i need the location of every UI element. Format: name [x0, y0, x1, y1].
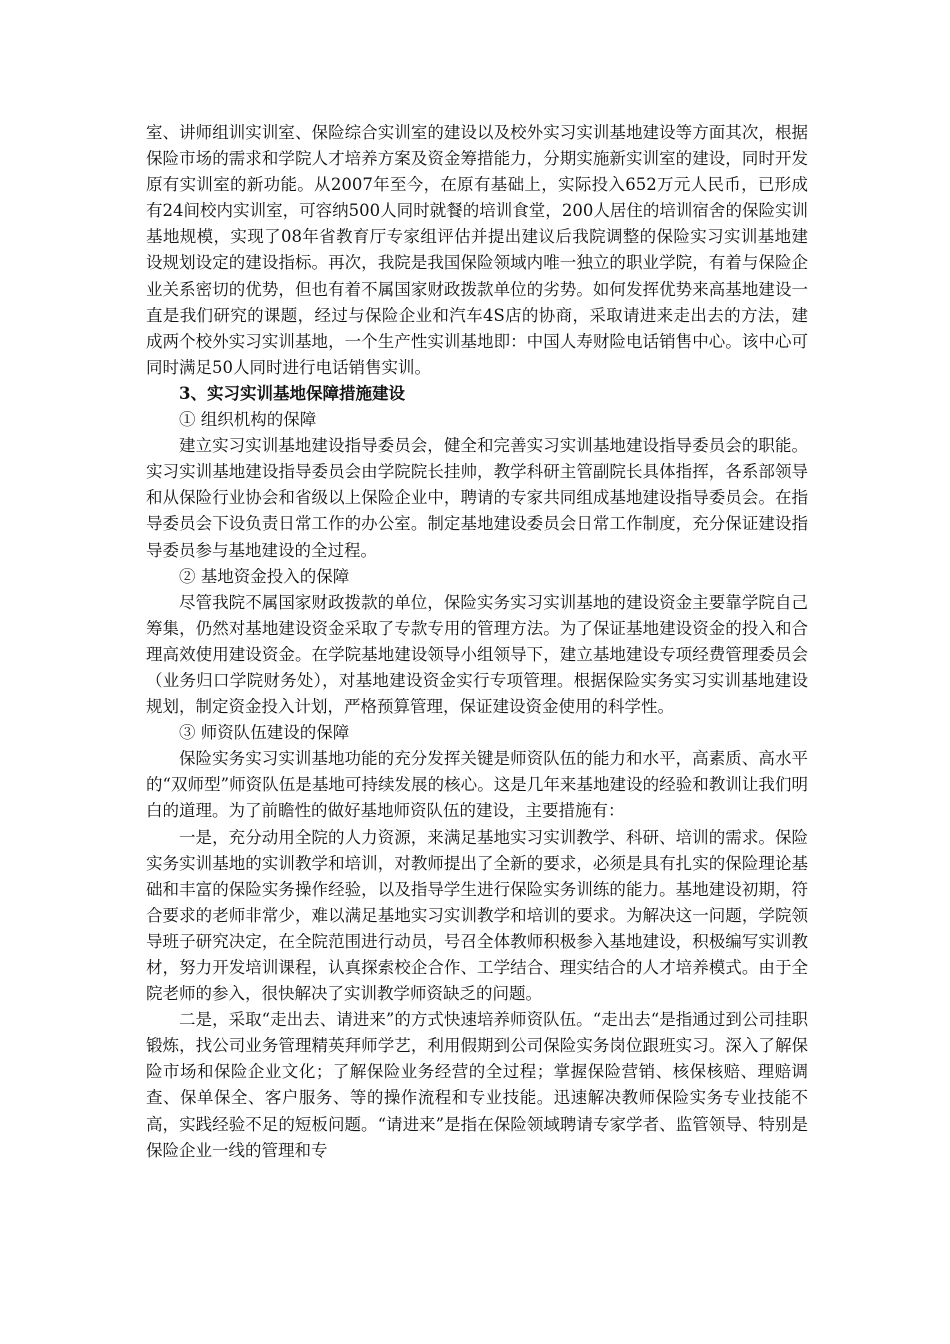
body-paragraph-measure-one: 一是，充分动用全院的人力资源，来满足基地实习实训教学、科研、培训的需求。保险实务实训基地的实训教学和培训，对教师提出了全新的要求，必须是具有扎实的保险理论基础和丰富的保险实务操作经验，以及指导学生进行保险实务训练的能力。基地建设初期，符合要求的老师非常少，难以满足基地实习实训教学和培训的要求。为解决这一问题，学院领导班子研究决定，在全院范围进行动员，号召全体教师积极参入基地建设，积极编写实训教材，努力开发培训课程，认真探索校企合作、工学结合、理实结合的人才培养模式。由于全院老师的参入，很快解决了实训教学师资缺乏的问题。: [146, 827, 808, 1004]
section-heading: 3、实习实训基地保障措施建设: [179, 383, 405, 403]
body-paragraph-1: 室、讲师组训实训室、保险综合实训室的建设以及校外实习实训基地建设等方面其次，根据保险市场的需求和学院人才培养方案及资金筹措能力，分期实施新实训室的建设，同时开发原有实训室的新功能。从2007年至今，在原有基础上，实际投入652万元人民币，已形成有24间校内实训室，可容纳500人同时就餐的培训食堂，200人居住的培训宿舍的保险实训基地规模，实现了08年省教育厅专家组评估并提出建议后我院调整的保险实习实训基地建设规划设定的建设指标。再次，我院是我国保险领域内唯一独立的职业学院，有着与保险企业关系密切的优势，但也有着不属国家财政拨款单位的劣势。如何发挥优势来高基地建设一直是我们研究的课题，经过与保险企业和汽车4S店的协商，采取请进来走出去的方法，建成两个校外实习实训基地，一个生产性实训基地即：中国人寿财险电话销售中心。该中心可同时满足50人同时进行电话销售实训。: [146, 123, 808, 377]
subheading-funding: ② 基地资金投入的保障: [179, 566, 350, 586]
body-paragraph-faculty: 保险实务实习实训基地功能的充分发挥关键是师资队伍的能力和水平，高素质、高水平的“双师型”师资队伍是基地可持续发展的核心。这是几年来基地建设的经验和教训让我们明白的道理。为了前瞻性的做好基地师资队伍的建设，主要措施有：: [146, 749, 808, 821]
body-paragraph-measure-two: 二是，采取“走出去、请进来”的方式快速培养师资队伍。“走出去“是指通过到公司挂职锻炼，找公司业务管理精英拜师学艺，利用假期到公司保险实务岗位跟班实习。深入了解保险市场和保险企业文化；了解保险业务经营的全过程；掌握保险营销、核保核赔、理赔调查、保单保全、客户服务、等的操作流程和专业技能。迅速解决教师保险实务专业技能不高，实践经验不足的短板问题。“请进来”是指在保险领域聘请专家学者、监管领导、特别是保险企业一线的管理和专: [146, 1010, 808, 1160]
subheading-organization: ① 组织机构的保障: [179, 410, 317, 430]
document-page: [146, 120, 808, 1164]
body-paragraph-organization: 建立实习实训基地建设指导委员会，健全和完善实习实训基地建设指导委员会的职能。实习实训基地建设指导委员会由学院院长挂帅，教学科研主管副院长具体指挥，各系部领导和从保险行业协会和省级以上保险企业中，聘请的专家共同组成基地建设指导委员会。在指导委员会下设负责日常工作的办公室。制定基地建设委员会日常工作制度，充分保证建设指导委员参与基地建设的全过程。: [146, 436, 808, 560]
body-paragraph-funding: 尽管我院不属国家财政拨款的单位，保险实务实习实训基地的建设资金主要靠学院自己筹集，仍然对基地建设资金采取了专款专用的管理方法。为了保证基地建设资金的投入和合理高效使用建设资金。在学院基地建设领导小组领导下，建立基地建设专项经费管理委员会（业务归口学院财务处），对基地建设资金实行专项管理。根据保险实务实习实训基地建设规划，制定资金投入计划，严格预算管理，保证建设资金使用的科学性。: [146, 592, 808, 717]
subheading-faculty: ③ 师资队伍建设的保障: [179, 723, 350, 743]
